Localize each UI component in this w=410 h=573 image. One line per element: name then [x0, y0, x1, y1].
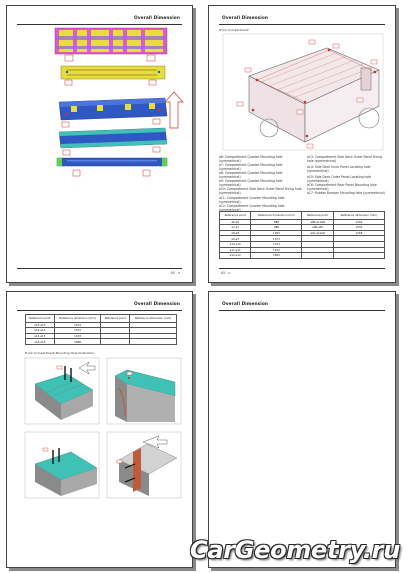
- section-heading: Truck Compartment: [219, 28, 249, 32]
- dimension-table: [219, 211, 385, 259]
- table-header: Reference point: [101, 315, 130, 323]
- table-cell: 1433: [54, 333, 101, 339]
- table-cell: 1268: [333, 230, 384, 236]
- legend-item: a13: Compartment Side Deck Outer Panel Fixing hole (symmetrical): [307, 155, 382, 163]
- table-cell: 1013: [251, 247, 302, 253]
- arrow-up-icon: [165, 92, 183, 128]
- page-title: Overall Dimension: [133, 302, 180, 307]
- table-cell: a9-a9: [220, 236, 251, 242]
- illustration-panel-4: [107, 432, 181, 498]
- table-cell: 1331: [54, 328, 101, 334]
- table-cell: 988: [251, 225, 302, 231]
- table-row: [220, 253, 385, 259]
- table-cell: [302, 253, 333, 259]
- table-header: Reference dimension (mm): [130, 315, 177, 323]
- illustration-panel-3: [25, 432, 99, 498]
- table-cell: 1373: [251, 236, 302, 242]
- page-title: Overall Dimension: [133, 16, 180, 21]
- frame-view-3: [59, 98, 167, 120]
- table-header: Reference point: [26, 315, 55, 323]
- table-cell: a12-a12: [220, 253, 251, 259]
- table-cell: a8-a8: [220, 230, 251, 236]
- page-4: [208, 291, 396, 568]
- table-cell: [333, 253, 384, 259]
- table-cell: a10-a10: [220, 241, 251, 247]
- table-header: Reference dimension (mm): [54, 315, 101, 323]
- frame-view-5: [57, 158, 167, 166]
- table-cell: a6-a6: [220, 219, 251, 225]
- table-cell: a7-a7: [220, 225, 251, 231]
- legend-item: a12: Compartment Quarter Mounting hole (symmetrical): [219, 204, 285, 212]
- frame-diagram: [7, 6, 192, 282]
- table-cell: a15-a15: [26, 333, 55, 339]
- table-header: Reference dimension (mm): [251, 212, 302, 220]
- page-2: [208, 5, 396, 283]
- illustration-panel-1: [25, 358, 99, 424]
- legend-item: a7: Compartment Quarter Mounting hole (symmetrical): [219, 163, 283, 171]
- table-cell: a9R-a8L: [302, 225, 333, 231]
- mounting-hole-illustrations: [7, 292, 192, 567]
- table-cell: 1013: [54, 322, 101, 328]
- page-1: [6, 5, 193, 283]
- table-cell: 1688: [54, 339, 101, 345]
- divider: [219, 310, 385, 311]
- footer-divider: [219, 268, 385, 269]
- section-heading: Truck Compartment Mounting Hole Illustration: [25, 351, 95, 355]
- table-cell: 1893: [251, 253, 302, 259]
- table-cell: a16-a16: [26, 339, 55, 345]
- table-cell: a13-a13: [26, 322, 55, 328]
- legend-item: a10: Compartment Side Deck Outer Panel Fixing hole (symmetrical): [219, 187, 302, 195]
- table-cell: a9L-a10aR: [302, 230, 333, 236]
- table-header: Reference point: [302, 212, 333, 220]
- legend-item: a15: Side Deck Outer Panel Locating hole (symmetrical): [307, 175, 372, 183]
- frame-view-top: [55, 28, 167, 54]
- legend-item: a9: Compartment Quarter Mounting hole (symmetrical): [219, 179, 283, 187]
- legend-item: a16: Compartment Rear Panel Mounting hole (symmetrical): [307, 183, 377, 191]
- table-cell: a11-a11: [220, 247, 251, 253]
- table-cell: 1093: [251, 230, 302, 236]
- table-cell: a8R-a10aR: [302, 219, 333, 225]
- illustration-panel-2: [107, 358, 181, 424]
- table-header: Reference point: [220, 212, 251, 220]
- table-cell: 1373: [251, 241, 302, 247]
- table-cell: a14-a14: [26, 328, 55, 334]
- table-header: Reference dimension (mm): [333, 212, 384, 220]
- frame-view-2: [61, 66, 165, 79]
- table-header-row: [220, 212, 385, 220]
- footer-divider: [17, 268, 182, 269]
- page-footer: A5 - n: [221, 271, 231, 275]
- legend-item: a8: Compartment Quarter Mounting hole (symmetrical): [219, 171, 283, 179]
- frame-view-4: [59, 128, 167, 148]
- table-cell: 1266: [333, 219, 384, 225]
- legend-item: a6: Compartment Quarter Mounting hole (symmetrical): [219, 155, 283, 163]
- legend-item: a11: Compartment Quarter Mounting hole (symmetrical): [219, 196, 285, 204]
- page-3: [6, 291, 193, 568]
- table-cell: 1535: [333, 225, 384, 231]
- legend-item: a17: Rubber Bumper Mounting hole (symmetrical): [307, 191, 385, 195]
- page-footer: A5 - n: [170, 271, 180, 275]
- legend-item: a14: Side Deck Inner Panel Locating hole (symmetrical): [307, 165, 371, 173]
- brand-watermark: CarGeometry.ru: [190, 536, 400, 564]
- table-cell: 888: [251, 219, 302, 225]
- page-title: Overall Dimension: [222, 302, 269, 307]
- page-title: Overall Dimension: [222, 16, 269, 21]
